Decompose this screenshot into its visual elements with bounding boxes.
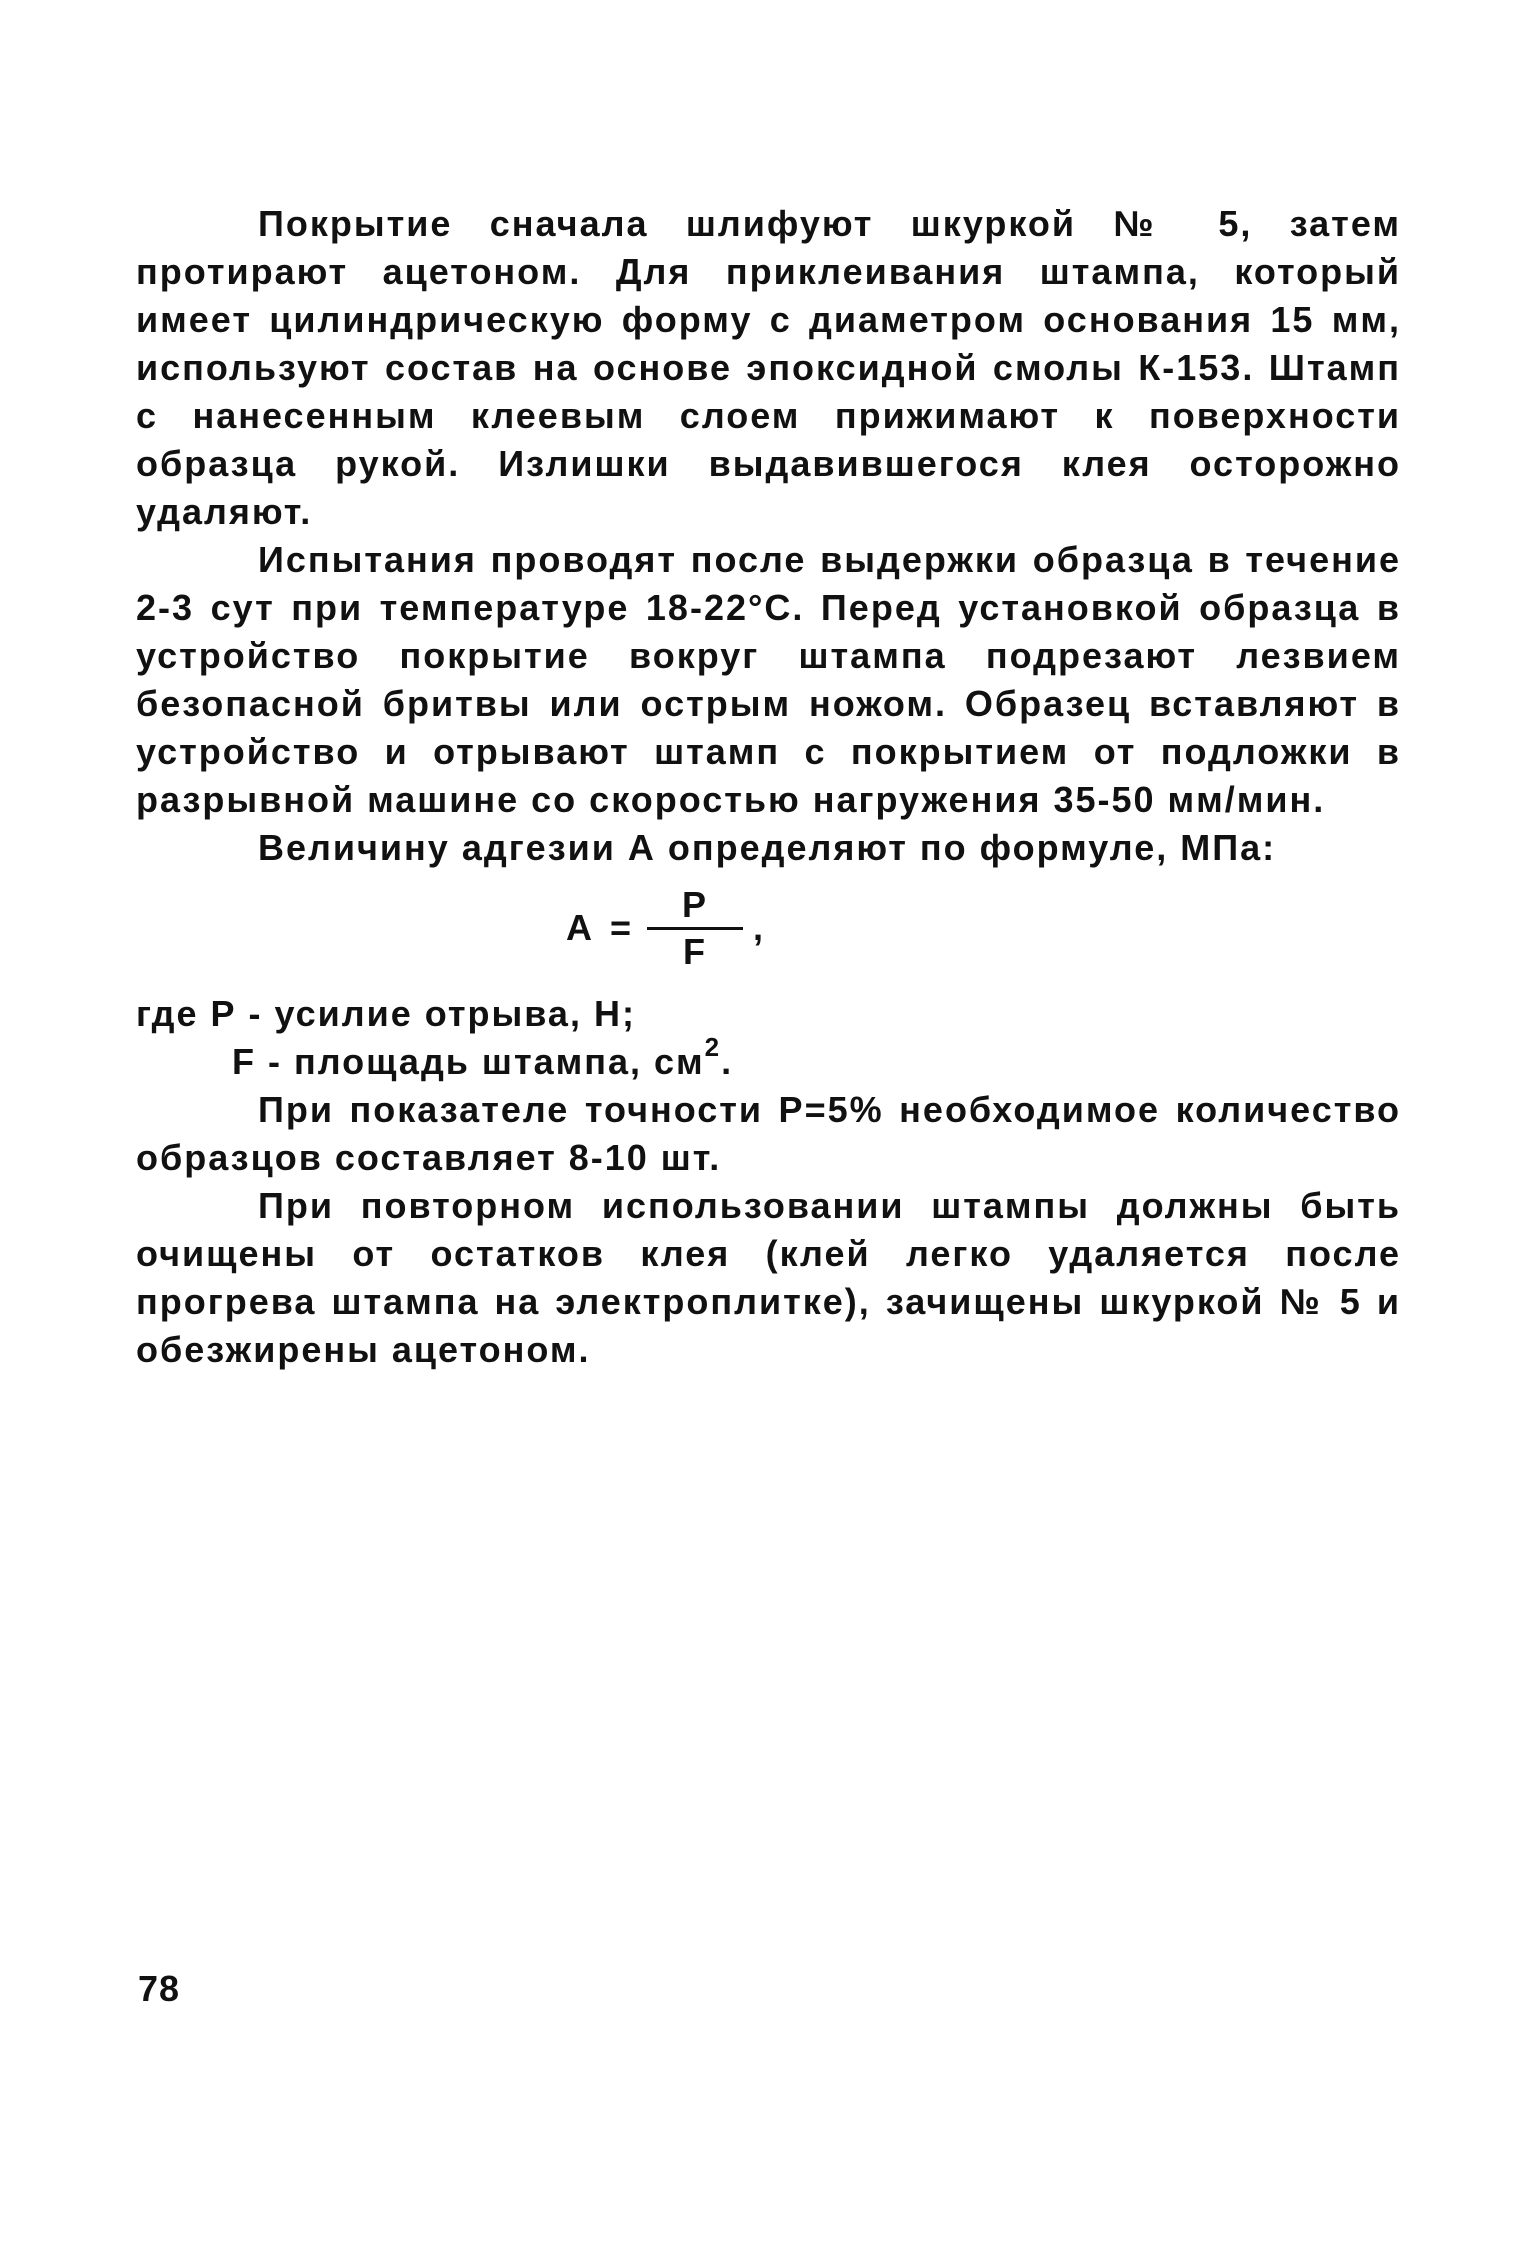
body-text	[136, 200, 1401, 1374]
formula-denominator: F	[683, 930, 708, 972]
definition-f-text: F - площадь штампа, см	[232, 1041, 705, 1082]
adhesion-formula	[136, 872, 1401, 990]
paragraph-1: Покрытие сначала шлифуют шкуркой № 5, затем протирают ацетоном. Для приклеивания штампа, который имеет цилиндрическую форму с диаметром основания 15 мм, используют состав на основе эпоксидной смолы К-153. Штамп с нанесенным клеевым слоем прижимают к поверхности образца рукой. Излишки выдавившегося клея осторожно удаляют.	[136, 203, 1401, 532]
paragraph-2: Испытания проводят после выдержки образца в течение 2-3 сут при температуре 18-22°С. Перед установкой образца в устройство покрытие вокруг штампа подрезают лезвием безопасной бритвы или острым ножом. Образец вставляют в устройство и отрывают штамп с покрытием от подложки в разрывной машине со скоростью нагружения 35-50 мм/мин.	[136, 539, 1401, 820]
definition-f	[136, 1032, 1401, 1086]
definition-p: где Р - усилие отрыва, Н;	[136, 993, 636, 1034]
paragraph-3: Величину адгезии А определяют по формуле, МПа:	[258, 827, 1277, 868]
paragraph-4: При показателе точности Р=5% необходимое количество образцов составляет 8-10 шт.	[136, 1089, 1401, 1178]
definition-f-end: .	[721, 1041, 734, 1082]
page-number: 78	[138, 1968, 181, 2009]
formula-trail: ,	[753, 907, 766, 948]
formula-fraction	[647, 885, 743, 972]
formula-lhs: А	[566, 907, 594, 948]
formula-equals: =	[610, 907, 634, 948]
formula-numerator: Р	[682, 883, 709, 925]
paragraph-5: При повторном использовании штампы должны быть очищены от остатков клея (клей легко удаляется после прогрева штампа на электроплитке), зачищены шкуркой № 5 и обезжирены ацетоном.	[136, 1185, 1401, 1370]
definition-f-exponent: 2	[704, 1032, 722, 1062]
